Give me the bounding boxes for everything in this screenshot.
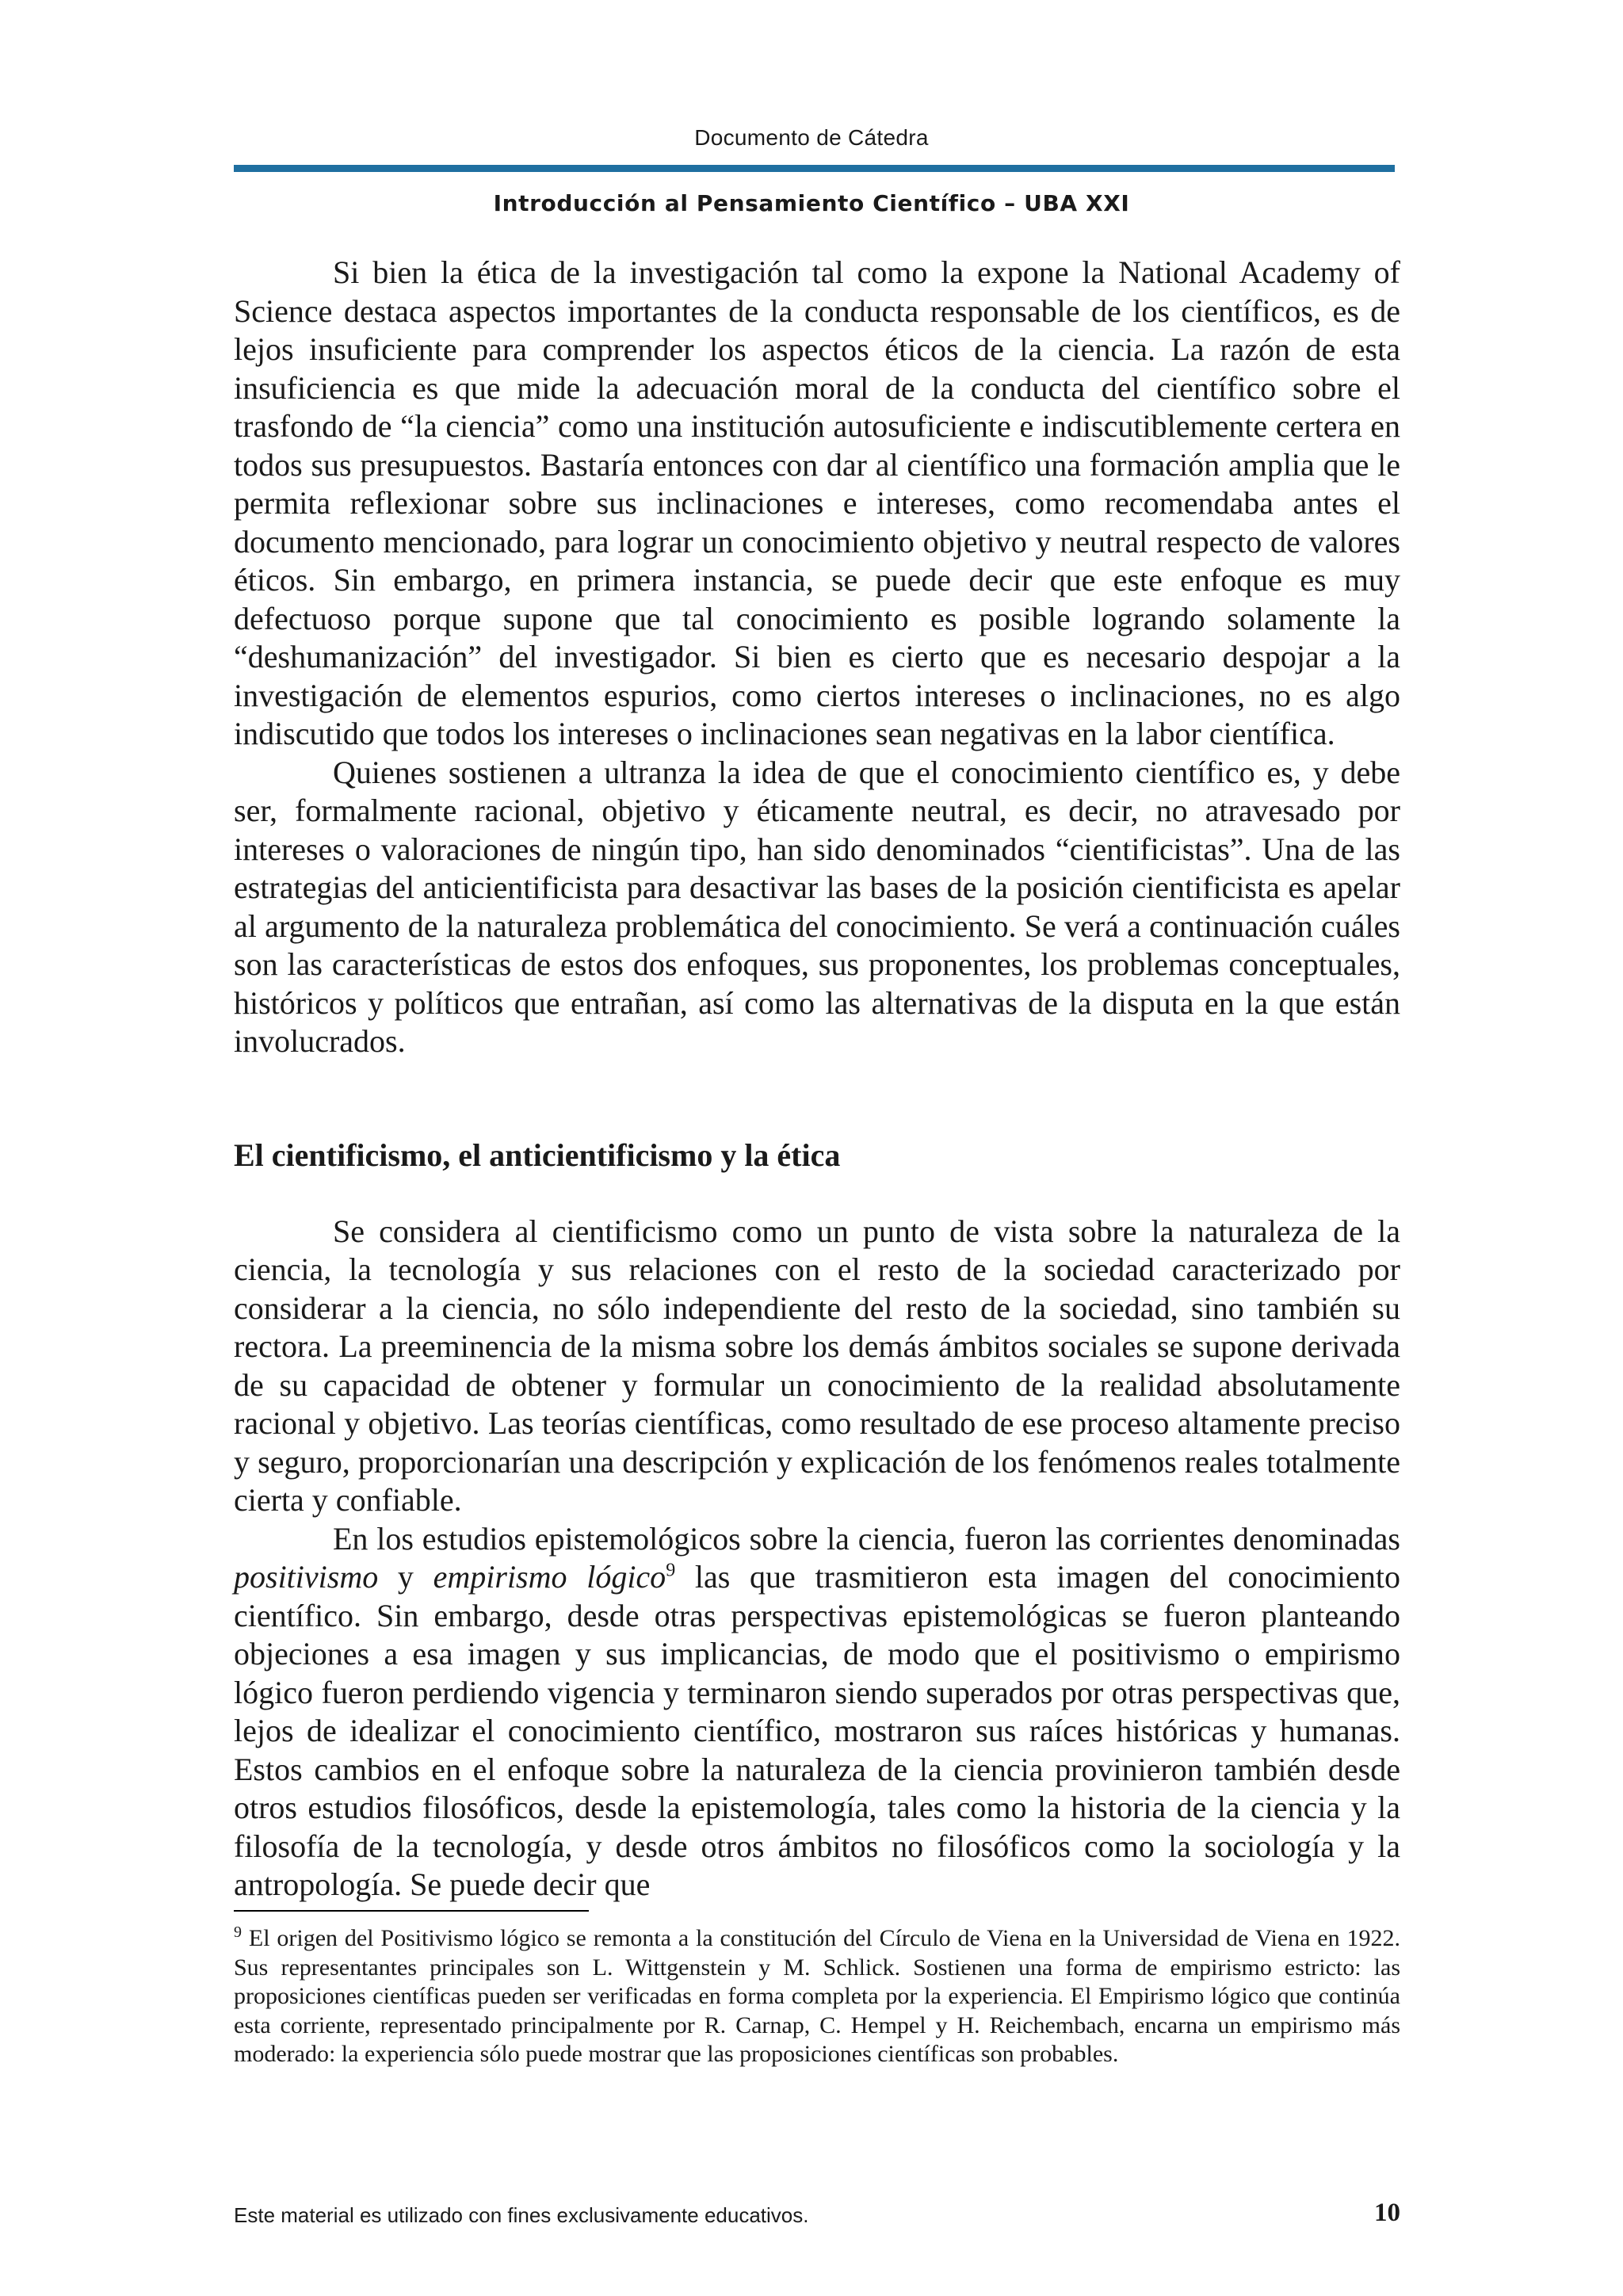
section-heading: El cientificismo, el anticientificismo y la ética [234,1137,841,1173]
footer-text: Este material es utilizado con fines exclusivamente educativos. [234,2203,809,2227]
header-divider [234,165,1395,172]
footnote-text: El origen del Positivismo lógico se remonta a la constitución del Círculo de Viena en la Universidad de Viena en 1922. Sus representantes principales son L. Wittgenstein y M. Schlick. Sostienen una forma de empirismo estricto: las proposiciones científicas pueden ser verificadas en forma completa por la experiencia. El Empirismo lógico que continúa esta corriente, representado principalmente por R. Carnap, C. Hempel y H. Reichembach, encarna un empirismo más moderado: la experiencia sólo puede mostrar que las proposiciones científicas son probables. [234,1925,1400,2067]
header-subtitle: Introducción al Pensamiento Científico – UBA XXI [493,190,1130,216]
paragraph-3: Se considera al cientificismo como un punto de vista sobre la naturaleza de la ciencia, la tecnología y sus relaciones con el resto de la sociedad caracterizado por considerar a la ciencia, no sólo independiente del resto de la sociedad, sino también su rectora. La preeminencia de la misma sobre los demás ámbitos sociales se supone derivada de su capacidad de obtener y formular un conocimiento de la realidad absolutamente racional y objetivo. Las teorías científicas, como resultado de ese proceso altamente preciso y seguro, proporcionarían una descripción y explicación de los fenómenos reales totalmente cierta y confiable. [234,1213,1400,1518]
footnote-reference: 9 [666,1560,676,1581]
page-number: 10 [1374,2199,1400,2227]
paragraph-1: Si bien la ética de la investigación tal como la expone la National Academy of Science destaca aspectos importantes de la conducta responsable de los científicos, es de lejos insuficiente para comprender los aspectos éticos de la ciencia. La razón de esta insuficiencia es que mide la adecuación moral de la conducta del científico sobre el trasfondo de “la ciencia” como una institución autosuficiente e indiscutiblemente certera en todos sus presupuestos. Bastaría entonces con dar al científico una formación amplia que le permita reflexionar sobre sus inclinaciones e intereses, como recomendaba antes el documento mencionado, para lograr un conocimiento objetivo y neutral respecto de valores éticos. Sin embargo, en primera instancia, se puede decir que este enfoque es muy defectuoso porque supone que tal conocimiento es posible logrando solamente la “deshumanización” del investigador. Si bien es cierto que es necesario despojar a la investigación de elementos espurios, como ciertos intereses o inclinaciones, no es algo indiscutido que todos los intereses o inclinaciones sean negativas en la labor científica. [234,254,1400,751]
body-content [234,254,1400,1904]
paragraph-4 [234,1520,1400,1904]
footnote [234,1924,1400,2069]
header-title: Documento de Cátedra [694,125,929,150]
paragraph-2: Quienes sostienen a ultranza la idea de que el conocimiento científico es, y debe ser, formalmente racional, objetivo y éticamente neutral, es decir, no atravesado por intereses o valoraciones de ningún tipo, han sido denominados “cientificistas”. Una de las estrategias del anticientificista para desactivar las bases de la posición cientificista es apelar al argumento de la naturaleza problemática del conocimiento. Se verá a continuación cuáles son las características de estos dos enfoques, sus proponentes, los problemas conceptuales, históricos y políticos que entrañan, así como las alternativas de la disputa en la que están involucrados. [234,754,1400,1059]
footnote-divider [234,1910,589,1912]
footnote-number: 9 [234,1924,242,1941]
paragraph-4-text-2: y [378,1559,433,1595]
paragraph-4-text-1: En los estudios epistemológicos sobre la ciencia, fueron las corrientes denominadas [333,1520,1400,1557]
term-empirismo-logico: empirismo lógico [433,1559,666,1595]
paragraph-4-text-3: las que trasmitieron esta imagen del conocimiento científico. Sin embargo, desde otras perspectivas epistemológicas se fueron planteando objeciones a esa imagen y sus implicancias, de modo que el positivismo o empirismo lógico fueron perdiendo vigencia y terminaron siendo superados por otras perspectivas que, lejos de idealizar el conocimiento científico, mostraron sus raíces históricas y humanas. Estos cambios en el enfoque sobre la naturaleza de la ciencia provinieron también desde otros estudios filosóficos, desde la epistemología, tales como la historia de la ciencia y la filosofía de la tecnología, y desde otros ámbitos no filosóficos como la sociología y la antropología. Se puede decir que [234,1559,1400,1902]
term-positivismo: positivismo [234,1559,379,1595]
